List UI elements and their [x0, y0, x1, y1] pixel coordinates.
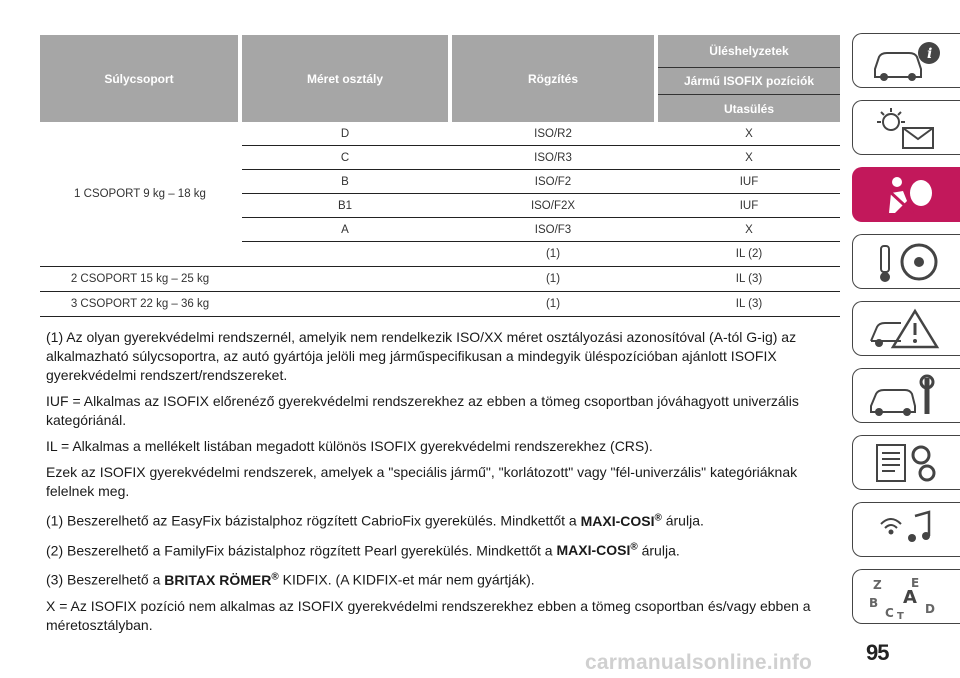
fix-cell: (1) — [545, 273, 561, 285]
header-seat-positions: Üléshelyzetek — [658, 35, 840, 67]
note-categories: Ezek az ISOFIX gyerekvédelmi rendszerek, amelyek a "speciális jármű", "korlátozott" vagy "fél-univerzális" kategóriáknak felelnek meg. — [46, 464, 798, 499]
size-cell: C — [340, 152, 350, 164]
header-size-class: Méret osztály — [242, 35, 448, 122]
header-divider — [658, 67, 840, 68]
tab-instruments[interactable] — [852, 100, 960, 155]
fix-cell: (1) — [545, 298, 561, 310]
tab-starting-driving[interactable] — [852, 234, 960, 289]
header-fixing: Rögzítés — [452, 35, 654, 122]
fix-cell: (1) — [545, 248, 561, 260]
warning-lights-icon — [867, 106, 947, 150]
note-cabriofix — [46, 508, 816, 531]
table-header — [40, 35, 840, 122]
car-warning-icon — [867, 307, 947, 351]
note-pearl — [46, 538, 816, 561]
seat-cell: X — [745, 152, 753, 164]
brand-text: MAXI-COSI — [580, 512, 655, 529]
note-text: (1) Beszerelhető az EasyFix bázistalphoz rögzített CabrioFix gyerekülés. Mindkettőt a — [46, 512, 581, 529]
header-isofix-positions: Jármű ISOFIX pozíciók — [658, 68, 840, 94]
car-info-icon — [867, 39, 947, 83]
fix-cell: ISO/F3 — [534, 224, 572, 236]
tab-safety[interactable] — [852, 167, 960, 222]
seat-cell: IL (3) — [735, 273, 763, 285]
document-gears-icon — [867, 441, 947, 485]
seat-cell: IUF — [739, 176, 759, 188]
seat-cell: IUF — [739, 200, 759, 212]
header-weight-group: Súlycsoport — [40, 35, 238, 122]
registered-mark: ® — [630, 541, 638, 553]
note-iuf: IUF = Alkalmas az ISOFIX előrenéző gyerekvédelmi rendszerekhez az ebben a tömeg csoportban jóváhagyott univerzális kategóriánál. — [46, 393, 799, 428]
size-cell — [242, 242, 448, 266]
tab-technical-data[interactable] — [852, 435, 960, 490]
group-cell: 2 CSOPORT 15 kg – 25 kg — [70, 273, 210, 285]
group1-label: 1 CSOPORT 9 kg – 18 kg — [74, 188, 206, 200]
seat-cell: IL (3) — [735, 298, 763, 310]
fix-cell: ISO/R2 — [534, 128, 572, 140]
tab-maintenance[interactable] — [852, 368, 960, 423]
table-row — [40, 292, 840, 316]
svg-text:A: A — [903, 587, 917, 608]
svg-text:D: D — [925, 602, 935, 616]
header-passenger-seat: Utasülés — [658, 95, 840, 122]
svg-text:C: C — [885, 606, 894, 619]
fix-cell: ISO/F2 — [534, 176, 572, 188]
size-cell: B1 — [337, 200, 353, 212]
svg-text:Z: Z — [873, 578, 882, 592]
table-row — [40, 267, 840, 291]
size-cell: A — [341, 224, 349, 236]
note-1: (1) Az olyan gyerekvédelmi rendszernél, amelyik nem rendelkezik ISO/XX méret osztályozási azonosítóval (A-tól G-ig) az alkalmazható súlycsoportra, az autó gyártója jelöli meg járműspecifikusan a mindegyik üléspozícióban ajánlott ISOFIX gyerekvédelmi rendszert/rendszereket. — [46, 329, 797, 383]
table-row — [40, 170, 840, 194]
brand-maxi-cosi — [556, 542, 637, 558]
brand-text: MAXI-COSI — [556, 542, 631, 559]
svg-text:i: i — [927, 46, 933, 62]
note-text: (3) Beszerelhető a — [46, 571, 165, 588]
alphabetical-index-icon — [867, 575, 947, 619]
row-divider — [40, 316, 840, 317]
seat-cell: X — [745, 128, 753, 140]
brand-maxi-cosi — [581, 513, 662, 529]
note-il: IL = Alkalmas a mellékelt listában megadott különös ISOFIX gyerekvédelmi rendszerekhez (CRS). — [46, 438, 653, 454]
seat-cell: IL (2) — [735, 248, 763, 260]
watermark: carmanualsonline.info — [585, 651, 813, 674]
table-row — [40, 122, 840, 146]
tab-emergency[interactable] — [852, 301, 960, 356]
brand-britax-romer — [164, 572, 278, 588]
group-cell: 3 CSOPORT 22 kg – 36 kg — [70, 298, 210, 310]
note-x: X = Az ISOFIX pozíció nem alkalmas az ISOFIX gyerekvédelmi rendszerekhez ebben a tömeg csoportban és/vagy ebben a méretosztályban. — [46, 597, 811, 633]
fix-cell: ISO/F2X — [530, 200, 576, 212]
note-text: (2) Beszerelhető a FamilyFix bázistalphoz rögzített Pearl gyerekülés. Mindkettőt a — [46, 542, 557, 559]
tab-multimedia[interactable] — [852, 502, 960, 557]
airbag-seat-icon — [867, 173, 947, 217]
table-row — [40, 242, 840, 266]
registered-mark: ® — [271, 571, 279, 583]
car-wrench-icon — [867, 374, 947, 418]
header-divider — [658, 94, 840, 95]
table-notes — [46, 328, 816, 642]
table-row — [40, 194, 840, 218]
registered-mark: ® — [654, 512, 662, 523]
table-row — [40, 218, 840, 242]
svg-text:T: T — [897, 611, 904, 619]
note-text: árulja. — [661, 512, 704, 529]
seat-cell: X — [745, 224, 753, 236]
key-steering-wheel-icon — [867, 240, 947, 284]
note-kidfix — [46, 567, 816, 590]
tab-getting-to-know[interactable] — [852, 33, 960, 88]
size-cell: D — [340, 128, 350, 140]
fix-cell: ISO/R3 — [534, 152, 572, 164]
size-cell: B — [341, 176, 349, 188]
brand-text: BRITAX RÖMER — [164, 571, 272, 588]
tab-index[interactable] — [852, 569, 960, 624]
note-text: árulja. — [637, 542, 680, 559]
svg-text:B: B — [869, 596, 879, 610]
page-number: 95 — [866, 640, 889, 665]
multimedia-icon — [867, 508, 947, 552]
svg-text:E: E — [911, 576, 920, 590]
table-row — [40, 146, 840, 170]
note-text: KIDFIX. (A KIDFIX-et már nem gyártják). — [278, 571, 535, 588]
